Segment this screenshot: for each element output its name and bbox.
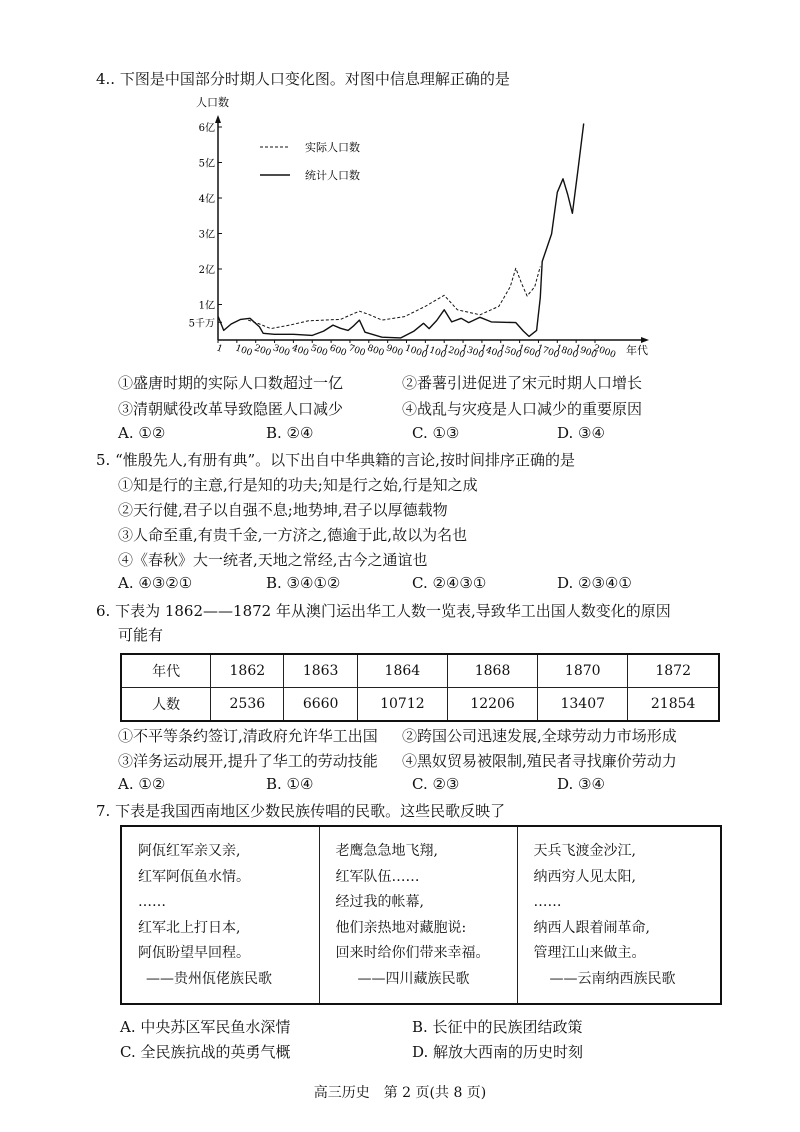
row-header: 人数 — [121, 688, 211, 722]
q6-option-d: D. ③④ — [557, 775, 605, 793]
song-line: 红军队伍…… — [335, 868, 420, 885]
count-cell: 12206 — [447, 688, 537, 722]
series-statistical-line — [218, 124, 584, 338]
q4-statement: ③清朝赋役改革导致隐匿人口减少 — [118, 400, 344, 418]
legend-label: 实际人口数 — [305, 141, 360, 154]
x-tick-label: 1200 — [441, 343, 467, 361]
q7-option-c: C. 全民族抗战的英勇气概 — [120, 1043, 291, 1061]
q4-statement: ①盛唐时期的实际人口数超过一亿 — [118, 374, 344, 392]
q7-option-b: B. 长征中的民族团结政策 — [412, 1018, 583, 1036]
year-cell: 1863 — [284, 654, 357, 688]
x-tick-label: 1800 — [554, 343, 580, 361]
song-line: …… — [533, 894, 562, 910]
count-cell: 6660 — [284, 688, 357, 722]
song-source: ——云南纳西族民歌 — [549, 970, 676, 987]
table-row — [121, 654, 719, 688]
q5-option-c: C. ②④③① — [412, 574, 487, 592]
q4-statement: ④战乱与灾疫是人口减少的重要原因 — [402, 400, 643, 418]
year-cell: 1872 — [628, 654, 719, 688]
y-tick-label: 6亿 — [198, 123, 215, 134]
y-axis-label: 人口数 — [196, 96, 229, 109]
x-tick-label: 100 — [233, 343, 254, 359]
series-actual-line — [248, 267, 540, 329]
x-tick-label: 800 — [365, 343, 386, 359]
x-tick-label: 500 — [309, 343, 329, 359]
legend-label: 统计人口数 — [305, 169, 360, 182]
q4-option-d: D. ③④ — [557, 424, 605, 442]
song-line: 纳西穷人见太阳, — [533, 868, 636, 885]
x-tick-label: 1600 — [516, 343, 542, 361]
row-header: 年代 — [121, 654, 211, 688]
year-cell: 1862 — [211, 654, 284, 688]
laborer-table — [120, 653, 720, 722]
q6-statement: ④黑奴贸易被限制,殖民者寻找廉价劳动力 — [402, 752, 677, 770]
song-source: ——四川藏族民歌 — [357, 970, 470, 987]
x-tick-label: 2000 — [591, 343, 617, 361]
count-cell: 10712 — [357, 688, 447, 722]
q7-option-a: A. 中央苏区军民鱼水深情 — [120, 1018, 291, 1036]
song-line: 回来时给你们带来幸福。 — [335, 945, 490, 961]
song-cell — [121, 826, 319, 1004]
table-row — [121, 688, 719, 722]
q4-option-a: A. ①② — [118, 424, 166, 442]
q6-statement: ①不平等条约签订,清政府允许华工出国 — [118, 727, 378, 745]
q5-statement: ①知是行的主意,行是知的功夫;知是行之始,行是知之成 — [118, 476, 478, 494]
q6-statement: ②跨国公司迅速发展,全球劳动力市场形成 — [402, 727, 677, 745]
song-line: 纳西人跟着闹革命, — [533, 919, 650, 936]
x-tick-label: 900 — [384, 343, 405, 359]
song-line: 红军北上打日本, — [138, 919, 241, 936]
x-tick-label: 600 — [328, 343, 348, 359]
x-tick-label: 1700 — [535, 343, 561, 361]
x-axis-label: 年代 — [626, 344, 648, 357]
q6-statement: ③洋务运动展开,提升了华工的劳动技能 — [118, 752, 378, 770]
song-line: 阿佤红军亲又亲, — [138, 843, 241, 859]
q4-statement: ②番薯引进促进了宋元时期人口增长 — [402, 374, 643, 392]
count-cell: 13407 — [538, 688, 628, 722]
song-line: 红军阿佤鱼水情。 — [138, 868, 250, 885]
year-cell: 1864 — [357, 654, 447, 688]
q6-stem: 6. 下表为 1862——1872 年从澳门运出华工人数一览表,导致华工出国人数变化的原因 — [96, 602, 671, 620]
y-tick-label: 1亿 — [198, 300, 215, 312]
q5-option-d: D. ②③④① — [557, 574, 632, 592]
population-chart — [150, 92, 670, 362]
q6-option-a: A. ①② — [118, 775, 166, 793]
song-cell — [319, 826, 517, 1004]
q6-option-c: C. ②③ — [412, 775, 460, 793]
song-line: 老鹰急急地飞翔, — [335, 843, 438, 859]
x-tick-label: 1900 — [573, 343, 599, 361]
x-axis-arrow — [641, 337, 649, 343]
q5-statement: ④《春秋》大一统者,天地之常经,古今之通谊也 — [118, 551, 428, 569]
folk-song-table — [120, 825, 722, 1005]
song-line: 阿佤盼望早回程。 — [138, 945, 250, 961]
x-tick-label: 400 — [290, 343, 310, 359]
q7-option-d: D. 解放大西南的历史时刻 — [412, 1043, 584, 1061]
song-line: 他们亲热地对藏胞说: — [335, 919, 467, 936]
song-line: 经过我的帐幕, — [335, 894, 424, 910]
y-tick-label: 3亿 — [198, 229, 215, 241]
x-tick-label: 1100 — [422, 343, 448, 361]
song-line: 管理江山来做主。 — [533, 945, 646, 961]
song-line: …… — [138, 894, 166, 910]
y-tick-label: 5亿 — [198, 158, 215, 170]
q4-option-c: C. ①③ — [412, 424, 460, 442]
q4-stem: 4.. 下图是中国部分时期人口变化图。对图中信息理解正确的是 — [96, 70, 510, 88]
q6-option-b: B. ①④ — [266, 775, 314, 793]
year-cell: 1868 — [447, 654, 537, 688]
y-axis-arrow — [215, 115, 221, 123]
x-tick-label: 200 — [252, 343, 273, 359]
song-cell — [517, 826, 721, 1004]
x-tick-label: 300 — [271, 343, 292, 359]
y-tick-label: 2亿 — [198, 265, 215, 276]
year-cell: 1870 — [538, 654, 628, 688]
x-tick-label: 1500 — [497, 343, 523, 361]
x-tick-label: 1300 — [460, 343, 485, 361]
q5-statement: ③人命至重,有贵千金,一方济之,德逾于此,故以为名也 — [118, 526, 468, 544]
song-line: 天兵飞渡金沙江, — [533, 843, 636, 859]
q5-option-a: A. ④③②① — [118, 574, 193, 592]
count-cell: 2536 — [211, 688, 284, 722]
count-cell: 21854 — [628, 688, 719, 722]
q6-stem-cont: 可能有 — [118, 626, 164, 644]
y-tick-label: 5千万 — [188, 318, 215, 330]
page-footer: 高三历史 第 2 页(共 8 页) — [313, 1085, 487, 1101]
q5-statement: ②天行健,君子以自强不息;地势坤,君子以厚德载物 — [118, 501, 448, 519]
x-tick-label: 1 — [214, 343, 224, 355]
q4-option-b: B. ②④ — [266, 424, 314, 442]
x-tick-label: 700 — [346, 343, 367, 359]
x-tick-label: 1400 — [478, 343, 504, 361]
q5-stem: 5. “惟殷先人,有册有典”。以下出自中华典籍的言论,按时间排序正确的是 — [96, 451, 575, 469]
song-source: ——贵州佤佬族民歌 — [146, 970, 272, 987]
q5-option-b: B. ③④①② — [266, 574, 341, 592]
x-tick-label: 1000 — [403, 343, 429, 361]
y-tick-label: 4亿 — [198, 194, 215, 205]
q7-stem: 7. 下表是我国西南地区少数民族传唱的民歌。这些民歌反映了 — [96, 802, 506, 820]
